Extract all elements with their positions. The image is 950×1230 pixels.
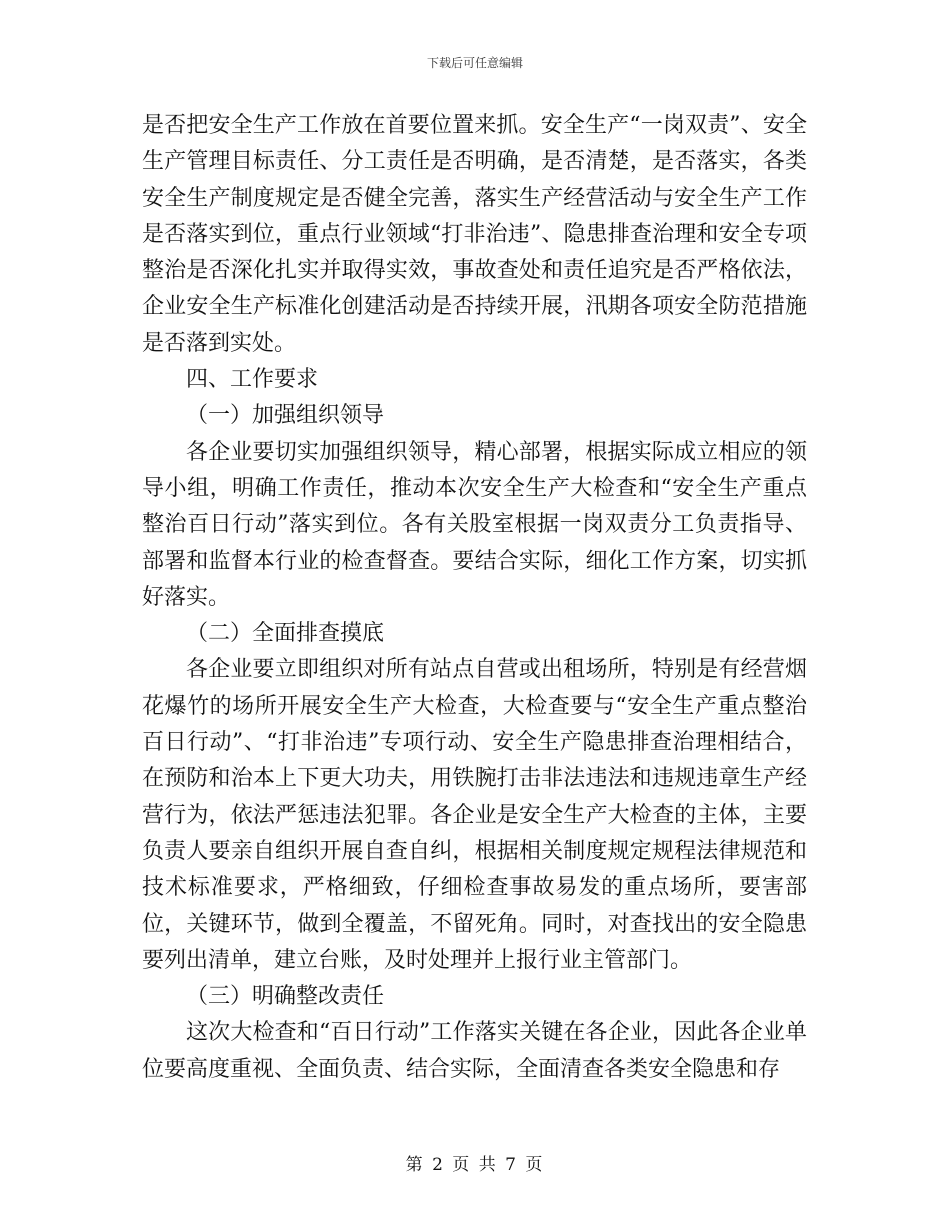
section-heading-work-requirements: 四、工作要求 — [186, 367, 319, 393]
paragraph-continuation: 是否把安全生产工作放在首要位置来抓。安全生产“一岗双责”、安全生产管理目标责任、分工责任是否明确，是否清楚，是否落实，各类安全生产制度规定是否健全完善，落实生产经营活动与安全生产工作是否落实到位，重点行业领域“打非治违”、隐患排查治理和安全专项整治是否深化扎实并取得实效，事故查处和责任追究是否严格依法，企业安全生产标准化创建活动是否持续开展，汛期各项安全防范措施是否落到实处。 — [142, 113, 807, 356]
paragraph-rectification: 这次大检查和“百日行动”工作落实关键在各企业，因此各企业单位要高度重视、全面负责、结合实际，全面清查各类安全隐患和存 — [142, 1020, 807, 1082]
page-number-footer: 第 2 页 共 7 页 — [405, 1155, 545, 1175]
subheading-comprehensive-inspection: （二）全面排查摸底 — [186, 621, 385, 647]
subheading-strengthen-leadership: （一）加强组织领导 — [186, 403, 385, 429]
document-body — [142, 108, 807, 1088]
subheading-rectification-responsibility: （三）明确整改责任 — [186, 984, 385, 1010]
page-header: 下载后可任意编辑 — [426, 56, 523, 70]
paragraph-inspection: 各企业要立即组织对所有站点自营或出租场所，特别是有经营烟花爆竹的场所开展安全生产大检查，大检查要与“安全生产重点整治百日行动”、“打非治违”专项行动、安全生产隐患排查治理相结合，在预防和治本上下更大功夫，用铁腕打击非法违法和违规违章生产经营行为，依法严惩违法犯罪。各企业是安全生产大检查的主体，主要负责人要亲自组织开展自查自纠，根据相关制度规定规程法律规范和技术标准要求，严格细致，仔细检查事故易发的重点场所，要害部位，关键环节，做到全覆盖，不留死角。同时，对查找出的安全隐患要列出清单，建立台账，及时处理并上报行业主管部门。 — [142, 657, 807, 973]
paragraph-leadership: 各企业要切实加强组织领导，精心部署，根据实际成立相应的领导小组，明确工作责任，推动本次安全生产大检查和“安全生产重点整治百日行动”落实到位。各有关股室根据一岗双责分工负责指导、部署和监督本行业的检查督查。要结合实际，细化工作方案，切实抓好落实。 — [142, 439, 807, 610]
